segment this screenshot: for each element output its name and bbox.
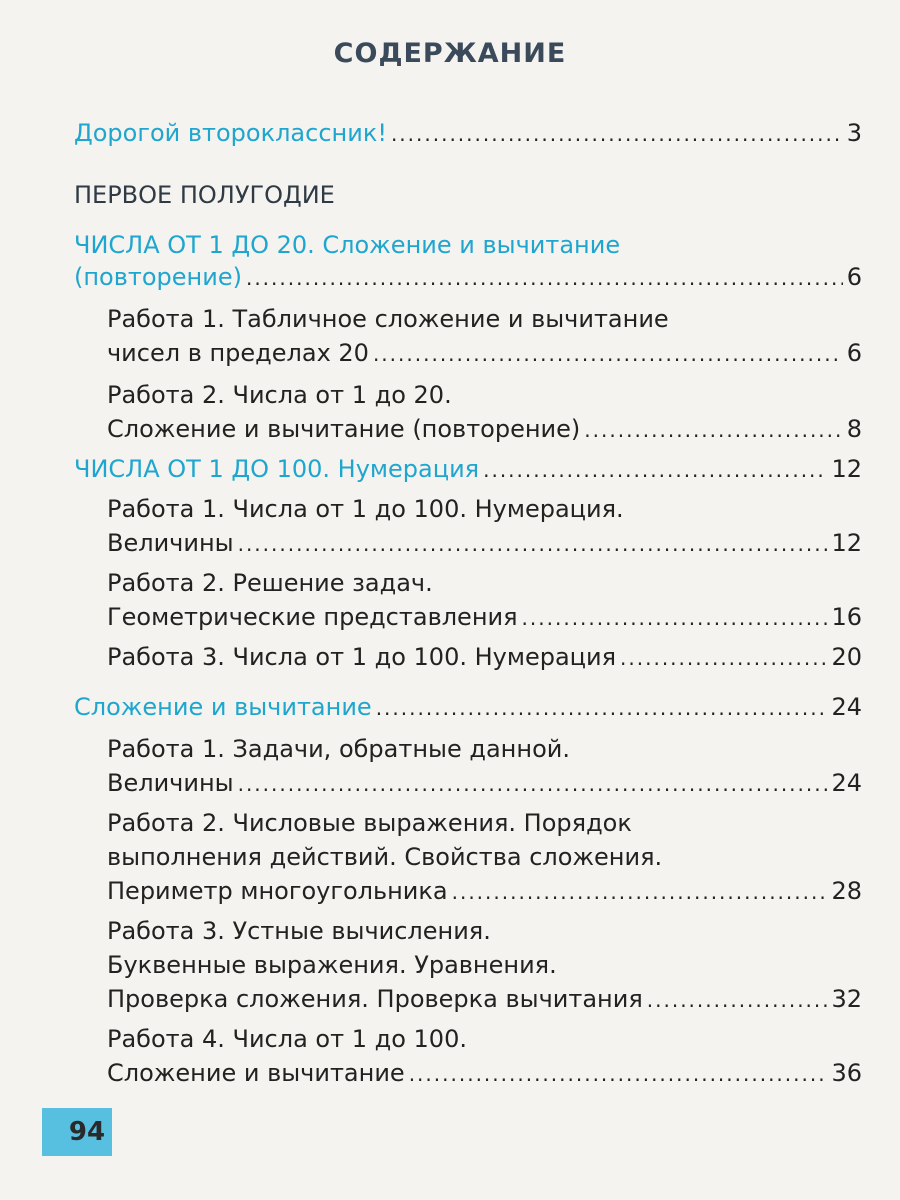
- work-line: Работа 2. Числовые выражения. Порядок: [107, 809, 632, 837]
- leader-dots: [246, 261, 843, 295]
- toc-entry-text: Работа 3. Числа от 1 до 100. Нумерация: [107, 643, 617, 671]
- toc-entry-text: Сложение и вычитание: [74, 693, 372, 721]
- toc-page-number: 16: [831, 603, 862, 631]
- work-line: Работа 4. Числа от 1 до 100.: [107, 1025, 467, 1053]
- toc-entry-section-2[interactable]: [0, 452, 900, 486]
- toc-page-number: 36: [831, 1059, 862, 1087]
- toc-page-number: 3: [846, 119, 862, 147]
- toc-page-number: 12: [831, 529, 862, 557]
- toc-entry-text: Сложение и вычитание: [107, 1059, 405, 1087]
- toc-entry-work[interactable]: [0, 1056, 900, 1090]
- leader-dots: [620, 641, 827, 675]
- work-line: Работа 2. Числа от 1 до 20.: [107, 381, 452, 409]
- toc-entry-section-1[interactable]: [0, 260, 900, 294]
- toc-page-number: 24: [831, 693, 862, 721]
- leader-dots: [391, 117, 843, 151]
- work-line: Работа 1. Табличное сложение и вычитание: [107, 305, 669, 333]
- work-line: Работа 2. Решение задач.: [107, 569, 433, 597]
- toc-entry-text: Сложение и вычитание (повторение): [107, 415, 581, 443]
- toc-entry-text: Дорогой второклассник!: [74, 119, 387, 147]
- toc-entry-work[interactable]: [0, 640, 900, 674]
- toc-entry-work[interactable]: [0, 526, 900, 560]
- leader-dots: [483, 453, 827, 487]
- leader-dots: [452, 875, 828, 909]
- leader-dots: [584, 413, 842, 447]
- work-line: Работа 3. Устные вычисления.: [107, 917, 491, 945]
- leader-dots: [238, 527, 828, 561]
- toc-entry-text: Проверка сложения. Проверка вычитания: [107, 985, 643, 1013]
- toc-entry-text: Геометрические представления: [107, 603, 518, 631]
- toc-page-number: 28: [831, 877, 862, 905]
- toc-entry-text: Величины: [107, 769, 234, 797]
- toc-entry-work[interactable]: [0, 766, 900, 800]
- leader-dots: [522, 601, 828, 635]
- work-line: Работа 1. Числа от 1 до 100. Нумерация.: [107, 495, 624, 523]
- toc-page-number: 8: [846, 415, 862, 443]
- toc-entry-work[interactable]: [0, 600, 900, 634]
- leader-dots: [647, 983, 828, 1017]
- section-heading-1: ЧИСЛА ОТ 1 ДО 20. Сложение и вычитание: [74, 231, 621, 259]
- toc-page-number: 24: [831, 769, 862, 797]
- toc-page-number: 20: [831, 643, 862, 671]
- page-number-badge: [42, 1108, 112, 1156]
- leader-dots: [373, 337, 843, 371]
- toc-entry-work[interactable]: [0, 982, 900, 1016]
- toc-entry-work[interactable]: [0, 874, 900, 908]
- toc-entry-text: Величины: [107, 529, 234, 557]
- half-year-heading: ПЕРВОЕ ПОЛУГОДИЕ: [74, 181, 335, 209]
- toc-page-number: 12: [831, 455, 862, 483]
- toc-entry-intro[interactable]: [0, 116, 900, 150]
- toc-entry-work[interactable]: [0, 336, 900, 370]
- leader-dots: [409, 1057, 828, 1091]
- toc-entry-text: (повторение): [74, 263, 242, 291]
- toc-entry-text: Периметр многоугольника: [107, 877, 448, 905]
- work-line: выполнения действий. Свойства сложения.: [107, 843, 663, 871]
- toc-entry-section-3[interactable]: [0, 690, 900, 724]
- toc-page-number: 6: [846, 339, 862, 367]
- toc-page-number: 6: [846, 263, 862, 291]
- toc-entry-work[interactable]: [0, 412, 900, 446]
- leader-dots: [238, 767, 828, 801]
- page-title: СОДЕРЖАНИЕ: [333, 38, 567, 69]
- toc-page-number: 32: [831, 985, 862, 1013]
- page-number: 94: [68, 1117, 106, 1147]
- leader-dots: [376, 691, 828, 725]
- toc-entry-text: чисел в пределах 20: [107, 339, 369, 367]
- work-line: Работа 1. Задачи, обратные данной.: [107, 735, 570, 763]
- work-line: Буквенные выражения. Уравнения.: [107, 951, 557, 979]
- toc-entry-text: ЧИСЛА ОТ 1 ДО 100. Нумерация: [74, 455, 480, 483]
